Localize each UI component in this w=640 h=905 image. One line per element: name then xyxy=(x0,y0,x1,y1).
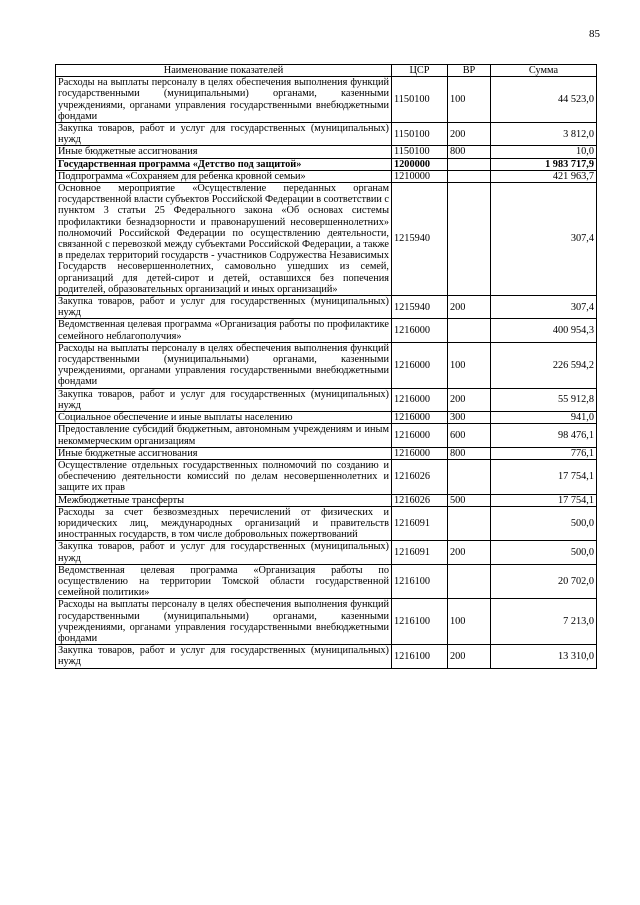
cell-name: Межбюджетные трансферты xyxy=(56,494,392,506)
cell-csr: 1210000 xyxy=(392,170,448,182)
cell-sum: 307,4 xyxy=(491,296,597,319)
cell-vr: 300 xyxy=(448,412,491,424)
cell-csr: 1216000 xyxy=(392,424,448,447)
cell-csr: 1150100 xyxy=(392,123,448,146)
cell-name: Закупка товаров, работ и услуг для государственных (муниципальных) нужд xyxy=(56,388,392,411)
cell-sum: 226 594,2 xyxy=(491,342,597,388)
table-row xyxy=(56,296,597,319)
table-row xyxy=(56,77,597,123)
cell-sum: 941,0 xyxy=(491,412,597,424)
table-row xyxy=(56,183,597,296)
cell-vr: 200 xyxy=(448,296,491,319)
cell-sum: 500,0 xyxy=(491,541,597,564)
cell-csr: 1216000 xyxy=(392,388,448,411)
cell-csr: 1216026 xyxy=(392,494,448,506)
cell-name: Расходы на выплаты персоналу в целях обеспечения выполнения функций государственными (муниципальными) органами, казенными учреждениями, органами управления государственными внебюджетными фондами xyxy=(56,77,392,123)
cell-vr xyxy=(448,506,491,541)
cell-csr: 1216000 xyxy=(392,342,448,388)
table-row xyxy=(56,447,597,459)
cell-sum: 421 963,7 xyxy=(491,170,597,182)
table-row xyxy=(56,170,597,182)
table-row xyxy=(56,412,597,424)
cell-sum: 10,0 xyxy=(491,146,597,158)
table-row xyxy=(56,599,597,645)
table-row xyxy=(56,342,597,388)
cell-csr: 1215940 xyxy=(392,183,448,296)
cell-csr: 1216026 xyxy=(392,459,448,494)
cell-csr: 1150100 xyxy=(392,77,448,123)
cell-sum: 13 310,0 xyxy=(491,645,597,668)
cell-csr: 1216000 xyxy=(392,447,448,459)
table-row xyxy=(56,541,597,564)
table-row xyxy=(56,388,597,411)
cell-vr xyxy=(448,183,491,296)
cell-vr xyxy=(448,459,491,494)
cell-csr: 1216091 xyxy=(392,506,448,541)
cell-name: Иные бюджетные ассигнования xyxy=(56,146,392,158)
cell-sum: 776,1 xyxy=(491,447,597,459)
cell-name: Ведомственная целевая программа «Организация работы по осуществлению на территории Томской области государственной семейной политики» xyxy=(56,564,392,599)
table-row xyxy=(56,319,597,342)
table-row xyxy=(56,645,597,668)
cell-sum: 44 523,0 xyxy=(491,77,597,123)
cell-vr: 100 xyxy=(448,77,491,123)
cell-csr: 1216100 xyxy=(392,645,448,668)
cell-name: Расходы за счет безвозмездных перечислений от физических и юридических лиц, международных организаций и правительств иностранных государств, в том числе добровольных пожертвований xyxy=(56,506,392,541)
table-row xyxy=(56,158,597,170)
cell-vr: 100 xyxy=(448,342,491,388)
cell-vr: 200 xyxy=(448,388,491,411)
cell-sum: 7 213,0 xyxy=(491,599,597,645)
header-vr: ВР xyxy=(448,65,491,77)
cell-sum: 3 812,0 xyxy=(491,123,597,146)
cell-vr: 100 xyxy=(448,599,491,645)
cell-vr: 500 xyxy=(448,494,491,506)
table-row xyxy=(56,494,597,506)
table-header-row xyxy=(56,65,597,77)
header-sum: Сумма xyxy=(491,65,597,77)
table-row xyxy=(56,424,597,447)
page-number: 85 xyxy=(589,28,600,40)
cell-name: Закупка товаров, работ и услуг для государственных (муниципальных) нужд xyxy=(56,645,392,668)
header-name: Наименование показателей xyxy=(56,65,392,77)
cell-name: Основное мероприятие «Осуществление переданных органам государственной власти субъектов Российской Федерации в соответствии с пунктом 3 статьи 25 Федерального закона «Об основах системы профилактики безнадзорности и правонарушений несовершеннолетних» полномочий Российской Федерации по осуществлению деятельности, связанной с перевозкой между субъектами Российской Федерации, а также в пределах территорий государств - участников Содружества Независимых Государств несовершеннолетних, самовольно ушедших из семей, организаций для детей-сирот и детей, оставшихся без попечения родителей, образовательных организаций и иных организаций» xyxy=(56,183,392,296)
cell-name: Государственная программа «Детство под защитой» xyxy=(56,158,392,170)
cell-sum: 500,0 xyxy=(491,506,597,541)
cell-vr: 200 xyxy=(448,645,491,668)
cell-name: Подпрограмма «Сохраняем для ребенка кровной семьи» xyxy=(56,170,392,182)
cell-name: Закупка товаров, работ и услуг для государственных (муниципальных) нужд xyxy=(56,296,392,319)
cell-sum: 98 476,1 xyxy=(491,424,597,447)
cell-csr: 1150100 xyxy=(392,146,448,158)
cell-csr: 1216100 xyxy=(392,564,448,599)
cell-vr: 800 xyxy=(448,146,491,158)
cell-csr: 1216000 xyxy=(392,319,448,342)
cell-csr: 1215940 xyxy=(392,296,448,319)
cell-vr xyxy=(448,564,491,599)
cell-csr: 1216100 xyxy=(392,599,448,645)
cell-vr xyxy=(448,319,491,342)
cell-csr: 1216091 xyxy=(392,541,448,564)
table-row xyxy=(56,564,597,599)
cell-name: Расходы на выплаты персоналу в целях обеспечения выполнения функций государственными (муниципальными) органами, казенными учреждениями, органами управления государственными внебюджетными фондами xyxy=(56,599,392,645)
cell-sum: 400 954,3 xyxy=(491,319,597,342)
cell-name: Расходы на выплаты персоналу в целях обеспечения выполнения функций государственными (муниципальными) органами, казенными учреждениями, органами управления государственными внебюджетными фондами xyxy=(56,342,392,388)
table-row xyxy=(56,123,597,146)
budget-table xyxy=(55,64,597,669)
cell-vr: 600 xyxy=(448,424,491,447)
cell-name: Иные бюджетные ассигнования xyxy=(56,447,392,459)
cell-name: Закупка товаров, работ и услуг для государственных (муниципальных) нужд xyxy=(56,123,392,146)
cell-vr: 200 xyxy=(448,541,491,564)
table-row xyxy=(56,459,597,494)
cell-sum: 307,4 xyxy=(491,183,597,296)
cell-csr: 1200000 xyxy=(392,158,448,170)
cell-vr xyxy=(448,170,491,182)
cell-sum: 1 983 717,9 xyxy=(491,158,597,170)
table-row xyxy=(56,146,597,158)
cell-sum: 20 702,0 xyxy=(491,564,597,599)
cell-vr xyxy=(448,158,491,170)
cell-name: Предоставление субсидий бюджетным, автономным учреждениям и иным некоммерческим организациям xyxy=(56,424,392,447)
cell-vr: 200 xyxy=(448,123,491,146)
table-row xyxy=(56,506,597,541)
cell-name: Ведомственная целевая программа «Организация работы по профилактике семейного неблагополучия» xyxy=(56,319,392,342)
cell-name: Осуществление отдельных государственных полномочий по созданию и обеспечению деятельности комиссий по делам несовершеннолетних и защите их прав xyxy=(56,459,392,494)
cell-sum: 17 754,1 xyxy=(491,459,597,494)
cell-sum: 55 912,8 xyxy=(491,388,597,411)
cell-name: Социальное обеспечение и иные выплаты населению xyxy=(56,412,392,424)
header-csr: ЦСР xyxy=(392,65,448,77)
cell-sum: 17 754,1 xyxy=(491,494,597,506)
cell-csr: 1216000 xyxy=(392,412,448,424)
cell-name: Закупка товаров, работ и услуг для государственных (муниципальных) нужд xyxy=(56,541,392,564)
cell-vr: 800 xyxy=(448,447,491,459)
